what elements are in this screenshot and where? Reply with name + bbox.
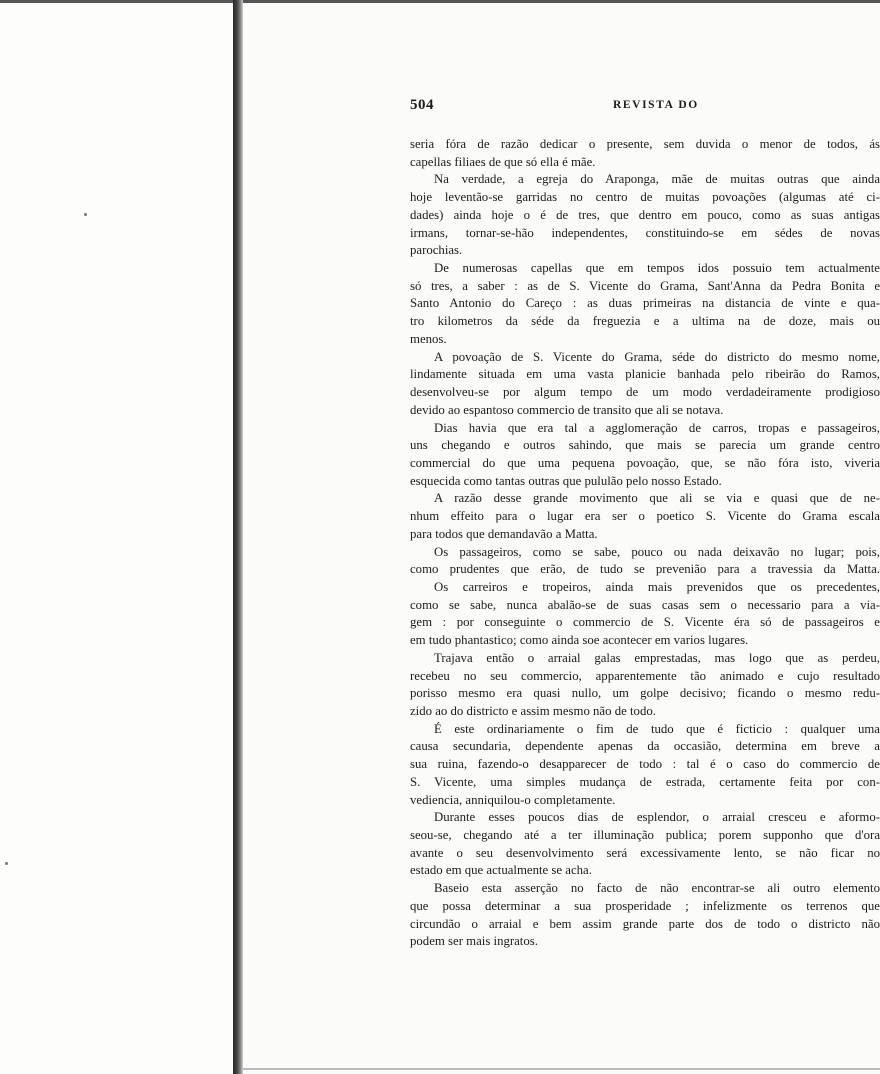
- text-line: irmans, tornar-se-hão independentes, constituindo-se em sédes de novas: [410, 225, 880, 240]
- text-line: Os passageiros, como se sabe, pouco ou nada deixavão no lugar; pois,: [434, 544, 880, 559]
- book-page: [243, 3, 880, 1074]
- text-line: tro kilometros da séde da freguezia e a ultima na de doze, mais ou: [410, 314, 880, 329]
- text-line: parochias.: [410, 243, 463, 258]
- text-line: circundão o arraial e bem assim grande parte dos de todo o districto não: [410, 916, 880, 931]
- text-line: A razão desse grande movimento que ali se via e quasi que de ne-: [434, 491, 880, 506]
- text-line: esquecida como tantas outras que pululão pelo nosso Estado.: [410, 473, 722, 488]
- text-line: Durante esses poucos dias de esplendor, o arraial cresceu e aformo-: [434, 810, 880, 825]
- text-line: para todos que demandavão a Matta.: [410, 526, 598, 541]
- text-line: S. Vicente, uma simples mudança de estrada, certamente feita por con-: [410, 774, 880, 789]
- text-line: recebeu no seu commercio, apparentemente tão animado e cujo resultado: [410, 668, 880, 683]
- page-number: 504: [410, 97, 434, 113]
- text-line: como prudentes que erão, de tudo se prevenião para a travessia da Matta.: [410, 562, 880, 577]
- text-line: como se sabe, nunca abalão-se de suas casas sem o necessario para a via-: [410, 597, 880, 612]
- dust-speck: [84, 213, 87, 216]
- text-line: A povoação de S. Vicente do Grama, séde do districto do mesmo nome,: [434, 349, 880, 364]
- text-line: De numerosas capellas que em tempos idos possuio tem actualmente: [434, 261, 880, 276]
- text-line: vediencia, anniquilou-o completamente.: [410, 792, 616, 807]
- text-line: Os carreiros e tropeiros, ainda mais prevenidos que os precedentes,: [434, 579, 880, 594]
- dust-speck: [5, 862, 8, 865]
- page-bottom-edge: [243, 1068, 880, 1070]
- text-line: seria fóra de razão dedicar o presente, sem duvida o menor de todos, ás: [410, 137, 880, 151]
- text-line: em tudo phantastico; como ainda soe acontecer em varios lugares.: [410, 633, 749, 648]
- text-line: uns chegando e outros sahindo, que mais se parecia um grande centro: [410, 438, 880, 453]
- text-line: nhum effeito para o lugar era ser o poetico S. Vicente do Grama escala: [410, 509, 880, 524]
- text-line: devido ao espantoso commercio de transito que ali se notava.: [410, 402, 724, 417]
- running-head: [410, 97, 870, 117]
- text-line: commercial do que uma pequena povoação, que, se não fóra isto, viveria: [410, 455, 880, 470]
- text-line: podem ser mais ingratos.: [410, 934, 538, 949]
- text-line: Na verdade, a egreja do Araponga, mãe de muitas outras que ainda: [434, 172, 880, 187]
- text-line: hoje leventão-se garridas no centro de muitas povoações (algumas até ci-: [410, 190, 880, 205]
- body-text: [410, 136, 880, 951]
- text-line: só tres, a saber : as de S. Vicente do Grama, Sant'Anna da Pedra Bonita e: [410, 278, 880, 293]
- text-line: Trajava então o arraial galas emprestadas, mas logo que as perdeu,: [434, 650, 880, 665]
- text-line: gem : por conseguinte o commercio de S. Vicente éra só de passageiros e: [410, 615, 880, 630]
- blank-facing-page: [0, 3, 233, 1074]
- text-line: que possa determinar a sua prosperidade ; infelizmente os terrenos que: [410, 898, 880, 913]
- text-line: É este ordinariamente o fim de tudo que é ficticio : qualquer uma: [434, 721, 880, 736]
- text-line: desenvolveu-se por algum tempo de um modo verdadeiramente prodigioso: [410, 385, 880, 400]
- text-line: seou-se, chegando até a ter illuminação publica; porem supponho que d'ora: [410, 828, 880, 843]
- text-line: capellas filiaes de que só ella é mãe.: [410, 154, 596, 169]
- text-line: causa secundaria, dependente apenas da occasião, determina em breve a: [410, 739, 880, 754]
- text-line: estado em que actualmente se acha.: [410, 863, 592, 878]
- text-line: dades) ainda hoje o é de tres, que dentro em pouco, como as suas antigas: [410, 207, 880, 222]
- text-line: sua ruina, fazendo-o desapparecer de todo : tal é o caso do commercio de: [410, 757, 880, 772]
- text-line: menos.: [410, 331, 447, 346]
- running-title: REVISTA DO: [613, 99, 699, 111]
- text-line: lindamente situada em uma vasta planicie banhada pelo ribeirão do Ramos,: [410, 367, 880, 382]
- text-line: Santo Antonio do Careço : as duas primeiras na distancia de vinte e qua-: [410, 296, 880, 311]
- text-line: zido ao do districto e assim mesmo não de todo.: [410, 704, 656, 718]
- text-line: Baseio esta asserção no facto de não encontrar-se ali outro elemento: [434, 881, 880, 896]
- text-line: porisso mesmo era quasi nullo, um golpe decisivo; ficando o mesmo redu-: [410, 686, 880, 701]
- text-line: avante o seu desenvolvimento será excessivamente lento, se não ficar no: [410, 845, 880, 860]
- binding-gutter: [233, 0, 243, 1074]
- text-line: Dias havia que era tal a agglomeração de carros, tropas e passageiros,: [434, 420, 880, 435]
